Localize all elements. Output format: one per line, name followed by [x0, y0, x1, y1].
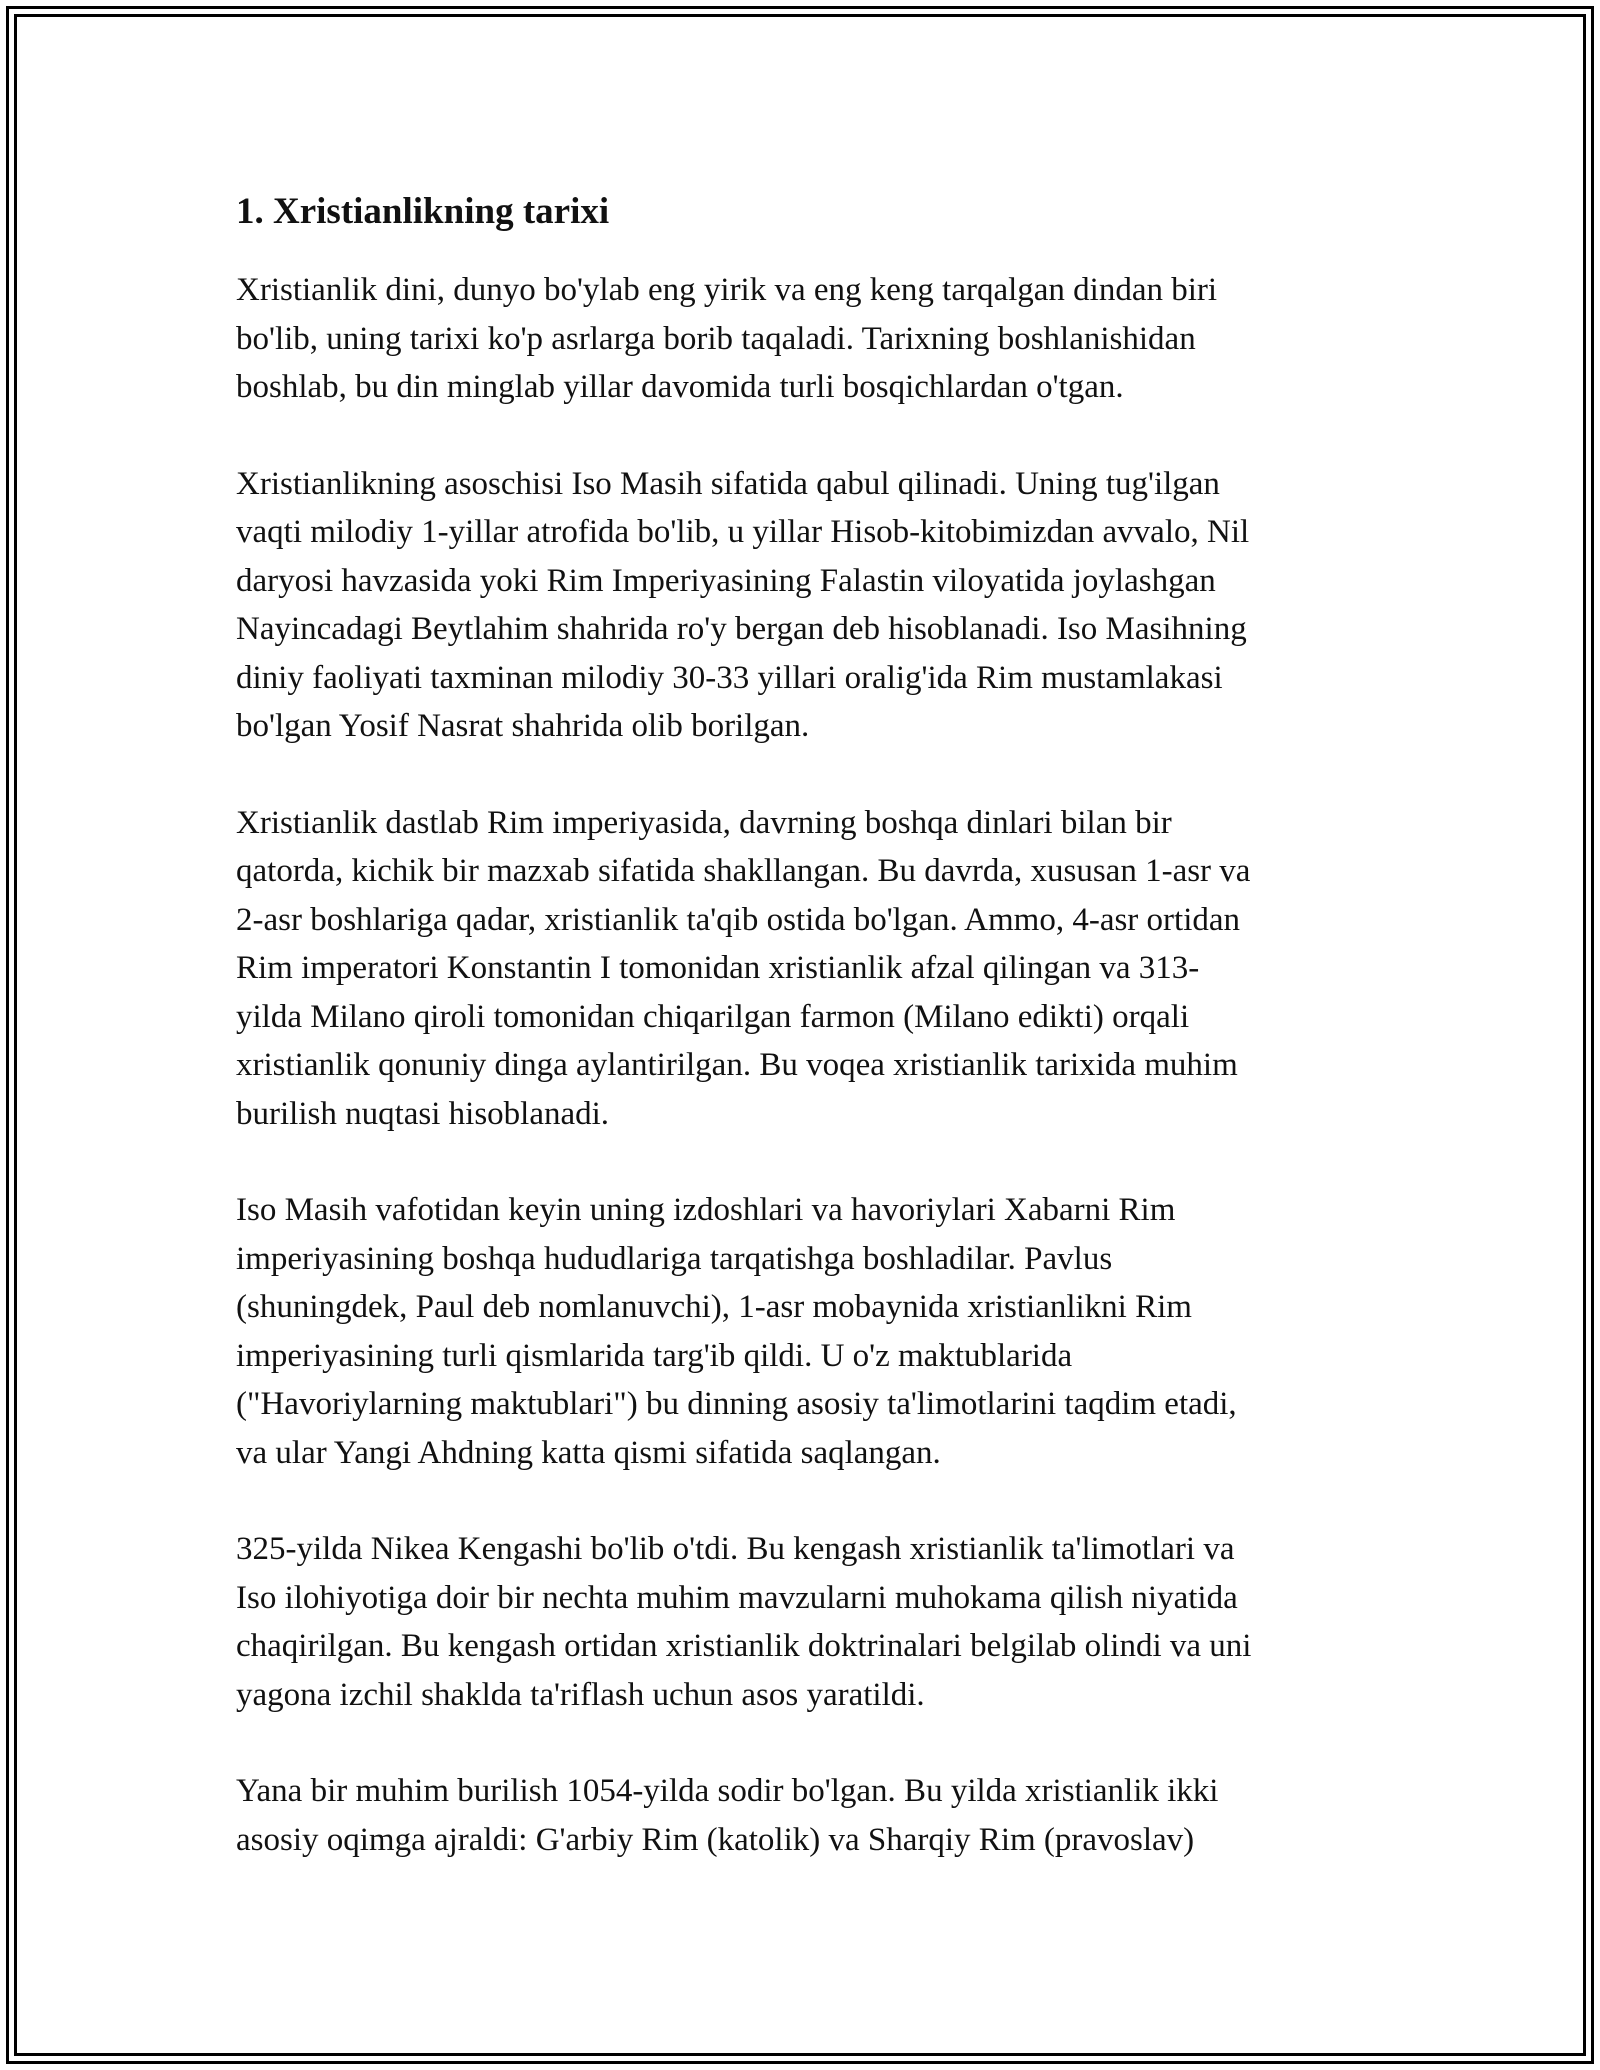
paragraph-5: 325-yilda Nikea Kengashi bo'lib o'tdi. Bu kengash xristianlik ta'limotlari va Iso ilohiyotiga doir bir nechta muhim mavzularni muhokama qilish niyatida chaqirilgan. Bu kengash ortidan xristianlik doktrinalari belgilab olindi va uni yagona izchil shaklda ta'riflash uchun asos yaratildi. — [236, 1531, 1252, 1713]
paragraph-3: Xristianlik dastlab Rim imperiyasida, davrning boshqa dinlari bilan bir qatorda, kichik bir mazxab sifatida shakllangan. Bu davrda, xususan 1-asr va 2-asr boshlariga qadar, xristianlik ta'qib ostida bo'lgan. Ammo, 4-asr ortidan Rim imperatori Konstantin I tomonidan xristianlik afzal qilingan va 313- yilda Milano qiroli tomonidan chiqarilgan farmon (Milano edikti) orqali xristianlik qonuniy dinga aylantirilgan. Bu voqea xristianlik tarixida muhim burilish nuqtasi hisoblanadi. — [236, 804, 1251, 1132]
section-heading: 1. Xristianlikning tarixi — [236, 191, 610, 232]
paragraph-6: Yana bir muhim burilish 1054-yilda sodir bo'lgan. Bu yilda xristianlik ikki asosiy oqimga ajraldi: G'arbiy Rim (katolik) va Sharqiy Rim (pravoslav) — [236, 1773, 1219, 1858]
paragraph-4: Iso Masih vafotidan keyin uning izdoshlari va havoriylari Xabarni Rim imperiyasining boshqa hududlariga tarqatishga boshladilar. Pavlus (shuningdek, Paul deb nomlanuvchi), 1-asr mobaynida xristianlikni Rim imperiyasining turli qismlarida targ'ib qildi. U o'z maktublarida ("Havoriylarning maktublari") bu dinning asosiy ta'limotlarini taqdim etadi, va ular Yangi Ahdning katta qismi sifatida saqlangan. — [236, 1192, 1237, 1471]
paragraph-1: Xristianlik dini, dunyo bo'ylab eng yirik va eng keng tarqalgan dindan biri bo'lib, uning tarixi ko'p asrlarga borib taqaladi. Tarixning boshlanishidan boshlab, bu din minglab yillar davomida turli bosqichlardan o'tgan. — [236, 272, 1218, 405]
paragraph-2: Xristianlikning asoschisi Iso Masih sifatida qabul qilinadi. Uning tug'ilgan vaqti milodiy 1-yillar atrofida bo'lib, u yillar Hisob-kitobimizdan avvalo, Nil daryosi havzasida yoki Rim Imperiyasining Falastin viloyatida joylashgan Nayincadagi Beytlahim shahrida ro'y bergan deb hisoblanadi. Iso Masihning diniy faoliyati taxminan milodiy 30-33 yillari oralig'ida Rim mustamlakasi bo'lgan Yosif Nasrat shahrida olib borilgan. — [236, 465, 1250, 744]
document-body — [236, 188, 1376, 1912]
